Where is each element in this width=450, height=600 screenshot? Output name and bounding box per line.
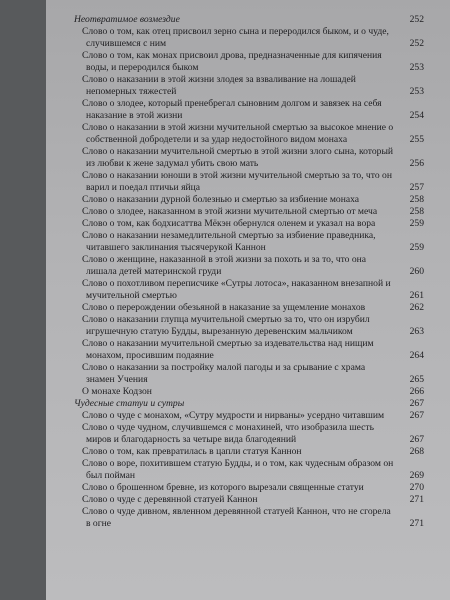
toc-page-number: 261 [409,290,424,301]
book-page [46,0,450,600]
toc-page-number: 257 [409,182,424,193]
toc-entry-title: Неотвратимое возмездие [74,14,180,25]
toc-page-number: 255 [409,134,424,145]
table-of-contents [74,14,424,530]
toc-entry-title: Слово о наказании за постройку малой пагоды и за срывание с храма знамен Учения [82,362,366,385]
toc-entry [74,74,424,98]
toc-entry [74,218,424,230]
toc-page-number: 267 [409,410,424,421]
toc-page-number: 271 [409,518,424,529]
toc-entry [74,458,424,482]
toc-entry [74,278,424,302]
toc-entry-title: О монахе Кодзон [82,386,152,397]
toc-entry-title: Слово о наказании юноши в этой жизни мучительной смертью за то, что он варил и поедал птичьи яйца [82,170,392,193]
toc-page-number: 252 [409,14,424,25]
toc-entry-title: Слово о брошенном бревне, из которого вырезали священные статуи [82,482,364,493]
toc-page-number: 270 [409,482,424,493]
toc-page-number: 262 [409,302,424,313]
toc-entry-title: Слово о наказании незамедлительной смертью за избиение праведника, читавшего заклинания тысячерукой Каннон [82,230,376,253]
toc-entry [74,50,424,74]
toc-entry [74,362,424,386]
toc-entry-title: Слово о чуде чудном, случившемся с монахиней, что изобразила шесть миров и благодарность за четыре вида благодеяний [82,422,374,445]
toc-page-number: 263 [409,326,424,337]
toc-entry [74,494,424,506]
toc-page-number: 267 [409,398,424,409]
toc-page-number: 253 [409,86,424,97]
toc-entry-title: Слово о чуде дивном, явленном деревянной статуей Каннон, что не сгорела в огне [82,506,391,529]
toc-entry [74,386,424,398]
toc-entry [74,422,424,446]
toc-page-number: 267 [409,434,424,445]
toc-page-number: 258 [409,206,424,217]
toc-entry-title: Слово о том, как отец присвоил зерно сына и переродился быком, и о чуде, случившемся с ним [82,26,389,49]
toc-entry-title: Слово о злодее, который пренебрегал сыновним долгом и завязек на себя наказание в этой жизни [82,98,382,121]
toc-entry-title: Слово о женщине, наказанной в этой жизни за похоть и за то, что она лишала детей материнской груди [82,254,367,277]
toc-entry [74,194,424,206]
toc-entry [74,230,424,254]
toc-page-number: 259 [409,218,424,229]
toc-entry-title: Слово о наказании в этой жизни злодея за взваливание на лошадей непомерных тяжестей [82,74,356,97]
toc-entry [74,122,424,146]
toc-entry [74,314,424,338]
toc-entry [74,482,424,494]
toc-page-number: 259 [409,242,424,253]
toc-page-number: 256 [409,158,424,169]
toc-page-number: 265 [409,374,424,385]
toc-entry [74,206,424,218]
toc-entry-title: Слово о воре, похитившем статую Будды, и о том, как чудесным образом он был пойман [82,458,394,481]
toc-entry [74,446,424,458]
toc-page-number: 260 [409,266,424,277]
toc-page-number: 271 [409,494,424,505]
toc-entry-title: Слово о перерождении обезьяной в наказание за ущемление монахов [82,302,366,313]
toc-page-number: 268 [409,446,424,457]
toc-entry-title: Слово о злодее, наказанном в этой жизни мучительной смертью от меча [82,206,378,217]
toc-page-number: 266 [409,386,424,397]
toc-entry-title: Слово о том, как бодхисаттва Мёкэн обернулся оленем и указал на вора [82,218,376,229]
toc-entry [74,146,424,170]
toc-page-number: 254 [409,110,424,121]
toc-entry-title: Слово о наказании дурной болезнью и смертью за избиение монаха [82,194,360,205]
toc-entry-title: Слово о наказании мучительной смертью за издевательства над нищим монахом, просившим подаяние [82,338,374,361]
toc-entry-title: Чудесные статуи и сутры [74,398,185,409]
toc-entry-title: Слово о наказании в этой жизни мучительной смертью за высокое мнение о собственной добродетели и за удар недостойного видом монаха [82,122,394,145]
toc-page-number: 264 [409,350,424,361]
toc-entry [74,26,424,50]
toc-entry-title: Слово о похотливом переписчике «Сутры лотоса», наказанном внезапной и мучительной смертью [82,278,391,301]
toc-entry [74,254,424,278]
toc-entry [74,506,424,530]
toc-entry-title: Слово о наказании мучительной смертью в этой жизни злого сына, который из любви к жене задумал убить свою мать [82,146,394,169]
toc-entry-title: Слово о чуде с деревянной статуей Каннон [82,494,258,505]
toc-section-heading [74,398,424,410]
toc-page-number: 269 [409,470,424,481]
toc-entry [74,98,424,122]
toc-page-number: 253 [409,62,424,73]
toc-entry-title: Слово о чуде с монахом, «Сутру мудрости и нирваны» усердно читавшим [82,410,385,421]
toc-entry-title: Слово о наказании глупца мучительной смертью за то, что он изрубил игрушечную статую Будды, вырезанную деревенским мальчиком [82,314,370,337]
toc-entry-title: Слово о том, как монах присвоил дрова, предназначенные для кипячения воды, и переродился быком [82,50,382,73]
toc-entry [74,410,424,422]
toc-entry-title: Слово о том, как превратилась в цапли статуя Каннон [82,446,302,457]
toc-page-number: 258 [409,194,424,205]
toc-entry [74,302,424,314]
toc-page-number: 252 [409,38,424,49]
toc-entry [74,338,424,362]
toc-section-heading [74,14,424,26]
toc-entry [74,170,424,194]
